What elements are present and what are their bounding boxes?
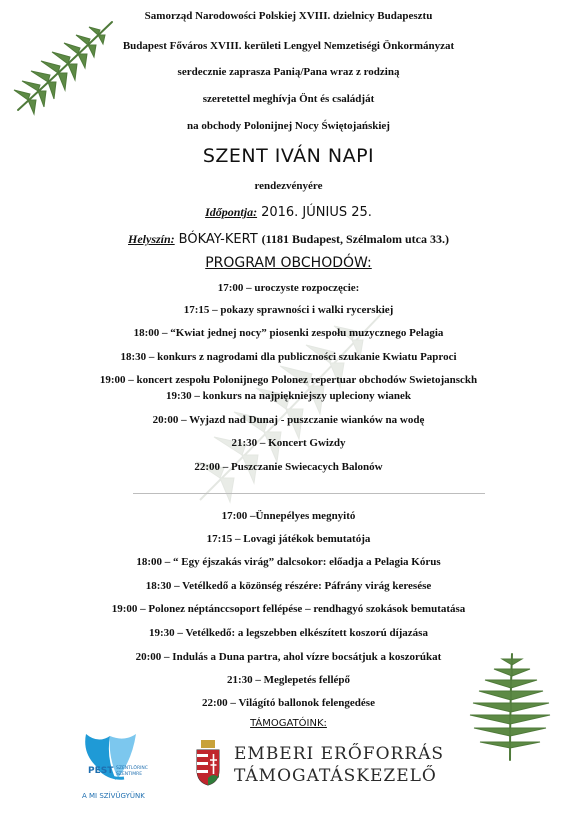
program-hu-item: 18:30 – Vetélkedő a közönség részére: Páfrány virág keresése xyxy=(145,580,432,592)
program-pl-item: 19:30 – konkurs na najpiękniejszy upleciony wianek xyxy=(165,390,412,402)
emberi-line-1: EMBERI ERŐFORRÁS xyxy=(234,744,445,764)
header-line-3: serdecznie zaprasza Panią/Pana wraz z rodziną xyxy=(177,66,400,78)
date-value: 2016. JÚNIUS 25. xyxy=(261,205,372,220)
program-pl-item: 19:00 – koncert zespołu Polonijnego Polonez repertuar obchodów Swietojansckh xyxy=(99,374,478,386)
section-divider xyxy=(133,493,485,494)
event-subtitle: rendezvényére xyxy=(254,180,323,192)
pest-logo-word: PEST xyxy=(88,766,114,776)
program-hu-item: 18:00 – “ Egy éjszakás virág” dalcsokor: előadja a Pelagia Kórus xyxy=(136,556,441,568)
header-line-4: szeretettel meghívja Önt és családját xyxy=(202,93,375,105)
header-line-2: Budapest Főváros XVIII. kerületi Lengyel Nemzetiségi Önkormányzat xyxy=(122,40,455,52)
date-label: Időpontja: xyxy=(205,205,258,219)
program-pl-item: 21:30 – Koncert Gwizdy xyxy=(231,437,346,449)
program-hu-item: 19:30 – Vetélkedő: a legszebben elkészített koszorú díjazása xyxy=(149,627,428,639)
program-pl-item: 18:00 – “Kwiat jednej nocy” piosenki zespołu muzycznego Pelagia xyxy=(133,327,444,339)
program-hu-item: 21:30 – Meglepetés fellépő xyxy=(226,674,351,686)
event-title: SZENT IVÁN NAPI xyxy=(202,145,375,167)
program-hu-item: 20:00 – Indulás a Duna partra, ahol vízre bocsátjuk a koszorúkat xyxy=(135,651,442,663)
hungarian-crest-icon xyxy=(193,738,223,786)
program-hu-item: 17:15 – Lovagi játékok bemutatója xyxy=(206,533,371,545)
program-pl-item: 18:30 – konkurs z nagrodami dla publiczności szukanie Kwiatu Paproci xyxy=(120,351,457,363)
program-pl-item: 20:00 – Wyjazd nad Dunaj - puszczanie wianków na wodę xyxy=(152,414,425,426)
header-line-5: na obchody Polonijnej Nocy Świętojańskiej xyxy=(187,120,390,132)
program-hu-item: 22:00 – Világító ballonok felengedése xyxy=(202,697,375,709)
place-address: (1181 Budapest, Szélmalom utca 33.) xyxy=(261,232,449,246)
header-line-1: Samorząd Narodowości Polskiej XVIII. dzielnicy Budapesztu xyxy=(144,10,433,22)
program-pl-item: 22:00 – Puszczanie Swiecacych Balonów xyxy=(194,461,383,473)
program-hu-item: 17:00 –Ünnepélyes megnyitó xyxy=(221,510,356,522)
pest-slogan: A MI SZÍVÜGYÜNK xyxy=(82,792,145,800)
event-date xyxy=(0,203,577,221)
program-heading: PROGRAM OBCHODÓW: xyxy=(205,255,372,271)
pest-logo-sub1: SZENTLŐRINC xyxy=(116,766,148,771)
sponsors-heading: TÁMOGATÓINK: xyxy=(250,718,327,729)
event-place xyxy=(0,230,577,248)
pest-logo-sub2: SZENTIMRE xyxy=(116,772,143,777)
program-pl-item: 17:00 – uroczyste rozpoczęcie: xyxy=(217,282,360,294)
program-hu-item: 19:00 – Polonez néptánccsoport fellépése – rendhagyó szokások bemutatása xyxy=(111,603,466,615)
place-label: Helyszín: xyxy=(128,232,175,246)
pest-logo xyxy=(76,728,176,808)
emberi-line-2: TÁMOGATÁSKEZELŐ xyxy=(234,766,437,786)
place-name: BÓKAY-KERT xyxy=(178,232,258,247)
program-pl-item: 17:15 – pokazy sprawności i walki rycerskiej xyxy=(183,304,394,316)
